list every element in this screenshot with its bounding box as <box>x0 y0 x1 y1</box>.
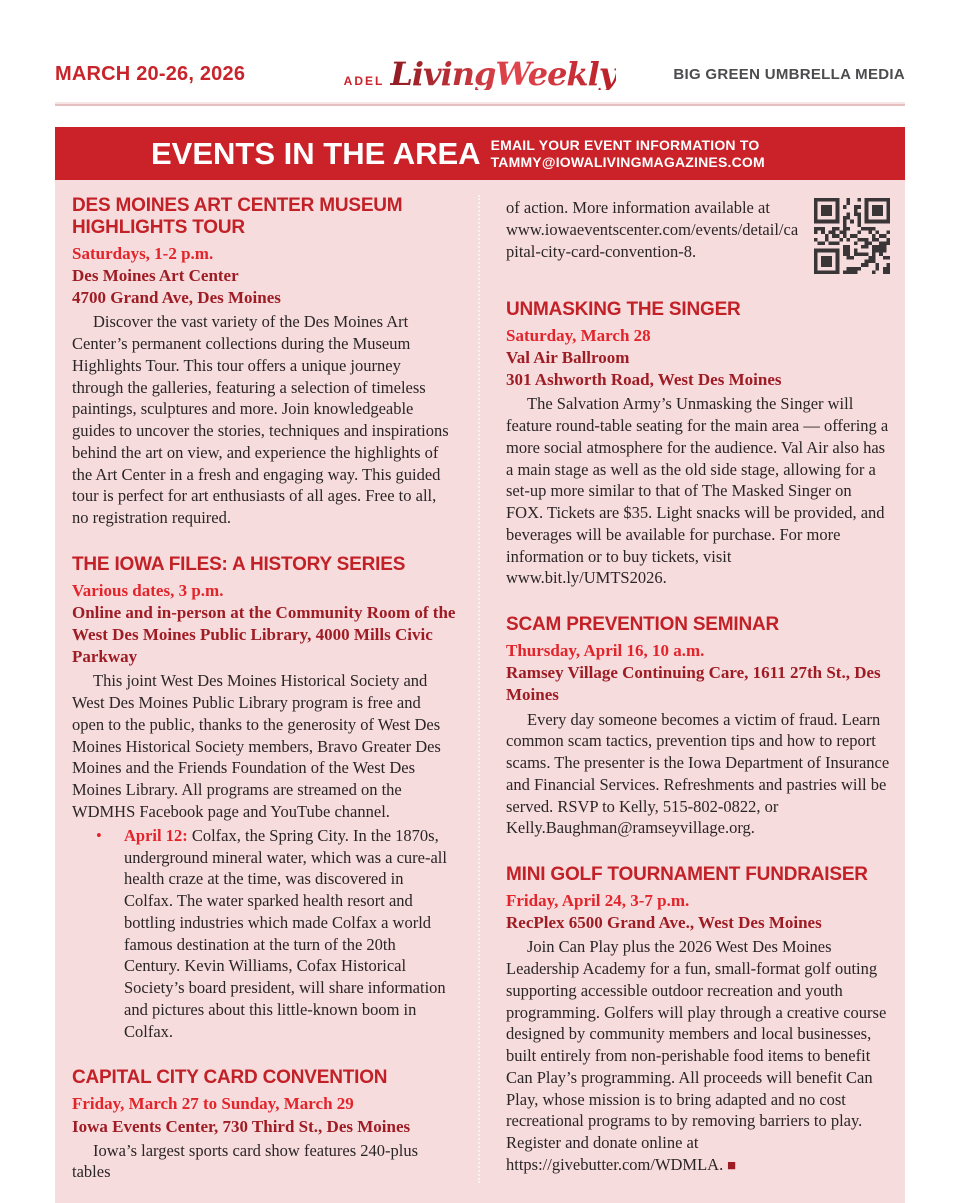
right-column <box>478 195 905 1183</box>
event-title: DES MOINES ART CENTER MUSEUM HIGHLIGHTS TOUR <box>72 195 403 239</box>
event-title: CAPITAL CITY CARD CONVENTION <box>72 1067 388 1089</box>
banner-email-line2: TAMMY@IOWALIVINGMAGAZINES.COM <box>490 153 765 170</box>
bullet-body: Colfax, the Spring City. In the 1870s, underground mineral water, which was a cure-all health craze at the time, was discovered in Colfax. The water sparked health resort and bottling industries which made Colfax a world famous destination at the turn of the 20th Century. Kevin Williams, Cofax Historical Society’s board president, will share information and pictures about this little-known boom in Colfax. <box>124 825 447 1041</box>
event-continuation <box>506 195 890 274</box>
event-venue: RecPlex 6500 Grand Ave., West Des Moines <box>506 913 822 933</box>
event-venue: Online and in-person at the Community Room of the West Des Moines Public Library, 4000 Mills Civic Parkway <box>72 603 456 667</box>
event-date: Saturdays, 1-2 p.m. <box>72 244 214 264</box>
event-venue: Ramsey Village Continuing Care, 1611 27th St., Des Moines <box>506 663 881 705</box>
continuation-with-qr <box>506 195 890 274</box>
event-title: MINI GOLF TOURNAMENT FUNDRAISER <box>506 864 868 886</box>
banner-email-callout <box>491 137 765 170</box>
logo-script-name: LivingWeekly <box>390 55 617 93</box>
publisher-name: BIG GREEN UMBRELLA MEDIA <box>673 65 905 83</box>
events-content <box>55 180 905 1203</box>
event-title: UNMASKING THE SINGER <box>506 299 741 320</box>
event-paragraph: The Salvation Army’s Unmasking the Singer will feature round-table seating for the main area — offering a more social atmosphere for the audience. Val Air also has a main stage as well as the old side stage, allowing for a set-up more similar to that of The Masked Singer on FOX. Tickets are $35. Light snacks will be provided, and beverages will be available for purchase. For more information or to buy tickets, visit www.bit.ly/UMTS2026. <box>506 394 889 588</box>
event-venue: 4700 Grand Ave, Des Moines <box>72 288 281 308</box>
bullet-text <box>124 825 456 1043</box>
event-venue: 301 Ashworth Road, West Des Moines <box>506 370 782 390</box>
bullet-date-label: April 12: <box>124 825 192 845</box>
event-date: Thursday, April 16, 10 a.m. <box>506 641 705 661</box>
event-mini-golf-tournament-fundraiser <box>506 864 890 1177</box>
event-title: THE IOWA FILES: A HISTORY SERIES <box>72 554 406 575</box>
event-date: Friday, March 27 to Sunday, March 29 <box>72 1094 354 1114</box>
publication-logo <box>325 55 635 93</box>
event-venue: Val Air Ballroom <box>506 348 630 368</box>
event-paragraph: This joint West Des Moines Historical Society and West Des Moines Public Library program is free and open to the public, thanks to the generosity of West Des Moines Historical Society members, Bravo Greater Des Moines and the Friends Foundation of the West Des Moines Library. All programs are streamed on the WDMHS Facebook page and YouTube channel. <box>72 671 441 821</box>
event-paragraph: Discover the vast variety of the Des Moines Art Center’s permanent collections during the Museum Highlights Tour. This tour offers a unique journey through the galleries, featuring a selection of timeless paintings, sculptures and more. Join knowledgeable guides to uncover the stories, techniques and inspirations behind the art on view, and experience the highlights of the Art Center in a fresh and engaging way. This guided tour is perfect for art enthusiasts of all ages. Free to all, no registration required. <box>72 312 449 528</box>
event-the-iowa-files-a-history-series <box>72 554 456 1042</box>
issue-date: MARCH 20-26, 2026 <box>55 62 246 85</box>
qr-code <box>814 198 890 274</box>
masthead <box>0 0 960 96</box>
left-column <box>55 195 478 1183</box>
event-date: Saturday, March 28 <box>506 326 651 346</box>
event-venue: Iowa Events Center, 730 Third St., Des Moines <box>72 1116 411 1136</box>
logo-city-label: ADEL <box>343 74 385 88</box>
event-paragraph: Every day someone becomes a victim of fraud. Learn common scam tactics, prevention tips and how to report scams. The presenter is the Iowa Department of Insurance and Financial Services. Refreshments and pastries will be served. RSVP to Kelly, 515-802-0822, or Kelly.Baughman@ramseyvillage.org. <box>506 709 890 838</box>
event-date: Friday, April 24, 3-7 p.m. <box>506 891 690 911</box>
event-date: Various dates, 3 p.m. <box>72 581 224 601</box>
event-venue: Des Moines Art Center <box>72 266 239 286</box>
event-scam-prevention-seminar <box>506 614 890 839</box>
end-mark: ■ <box>723 1157 737 1174</box>
bullet-icon: • <box>96 825 102 845</box>
event-des-moines-art-center-museum-highlights-tour <box>72 195 456 529</box>
banner-title: EVENTS IN THE AREA <box>151 135 481 171</box>
event-title: SCAM PREVENTION SEMINAR <box>506 614 780 636</box>
events-banner <box>55 127 905 180</box>
event-paragraph: Iowa’s largest sports card show features 240-plus tables <box>72 1140 419 1182</box>
banner-email-line1: EMAIL YOUR EVENT INFORMATION TO <box>490 136 760 153</box>
masthead-divider-rule <box>55 102 905 106</box>
event-unmasking-the-singer <box>506 299 890 589</box>
event-paragraph: of action. More information available at www.iowaeventscenter.com/events/detail/capital-city-card-convention-8. <box>506 198 799 261</box>
continuation-text <box>506 195 806 262</box>
bullet-item <box>72 825 456 1043</box>
event-paragraph: Join Can Play plus the 2026 West Des Moines Leadership Academy for a fun, small-format golf outing supporting accessible outdoor recreation and youth programming. Golfers will play through a creative course designed by community members and local businesses, built entirely from non-perishable food items to benefit Can Play’s programming. All proceeds will benefit Can Play, whose mission is to bring adapted and no cost recreational programs to by removing barriers to play. Register and donate online at https://givebutter.com/WDMLA. ■ <box>506 937 887 1174</box>
